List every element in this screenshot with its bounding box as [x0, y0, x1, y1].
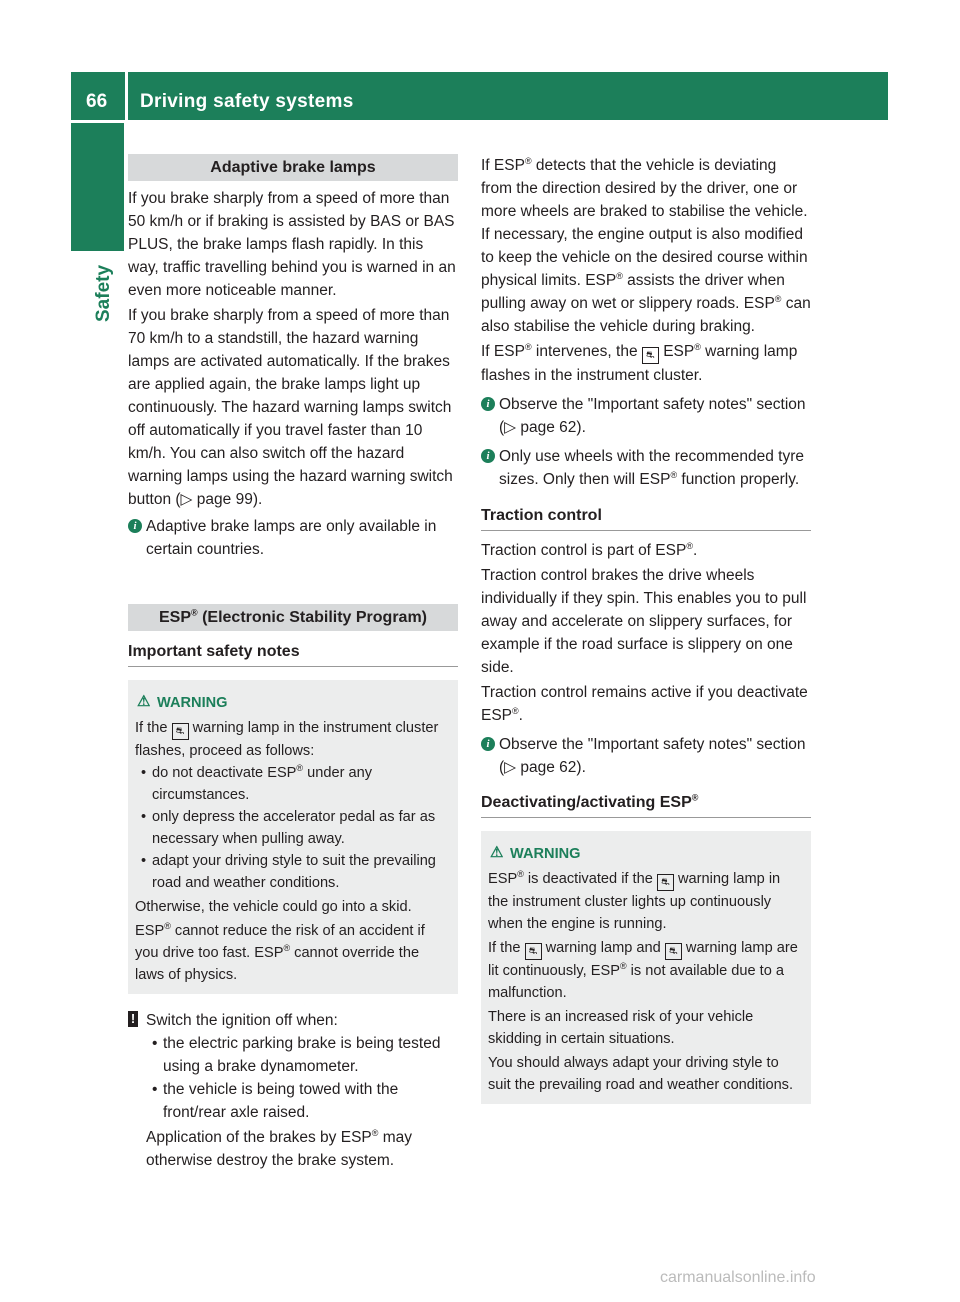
info-icon: i: [481, 449, 495, 463]
adaptive-paragraph-1: If you brake sharply from a speed of more than 50 km/h or if braking is assisted by BAS or BAS PLUS, the brake lamps flash rapidly. In this way, traffic travelling behind you is warned in an even more noticeable manner.: [128, 190, 456, 299]
warning-intro-b: warning lamp in the instrument cluster flashes, proceed as follows:: [135, 720, 439, 759]
adaptive-paragraph-2: If you brake sharply from a speed of more than 70 km/h to a standstill, the hazard warning lamps are activated automatically. If the brakes are applied again, the brake lamps light up continuously. The hazard warning lamps switch off automatically if you travel faster than 10 km/h. You can also switch off the hazard warning lamps using the hazard warning switch button (▷ page 99).: [128, 307, 453, 508]
esp-paragraph-2: [481, 340, 811, 387]
esp-paragraph-1: If ESP® detects that the vehicle is deviating from the direction desired by the driver, one or more wheels are braked to stabilise the vehicle. If necessary, the engine output is also modified to keep the vehicle on the desired course within physical limits. ESP® assists the driver when pulling away on wet or slippery roads. ESP® can also stabilise the vehicle during braking.: [481, 155, 811, 335]
esp-off-lamp-icon: ⛐: [665, 943, 682, 960]
warning-label: WARNING: [510, 846, 581, 862]
traction-paragraph-1: Traction control is part of ESP®.: [481, 540, 698, 559]
warning-text-3: There is an increased risk of your vehicle skidding in certain situations.: [488, 1009, 754, 1047]
deactivate-heading: Deactivating/activating ESP®: [481, 791, 811, 818]
left-column: [128, 154, 458, 1172]
esp-p2-a: If ESP® intervenes, the: [481, 341, 638, 360]
info-icon: i: [128, 519, 142, 533]
traction-paragraph-2: Traction control brakes the drive wheels individually if they spin. This enables you to pull away and accelerate on slippery surfaces, for example if the road surface is slippery on one side.: [481, 567, 807, 676]
warning-text-1a: ESP® is deactivated if the: [488, 869, 653, 887]
section-label: Safety: [93, 264, 114, 322]
warning-esp-limit: ESP® cannot reduce the risk of an accident if you drive too fast. ESP® cannot override the laws of physics.: [135, 921, 425, 983]
traction-paragraph-3: Traction control remains active if you deactivate ESP®.: [481, 684, 808, 724]
warning-text-1: [488, 868, 803, 935]
info-note-1: Observe the "Important safety notes" section (▷ page 62).: [499, 396, 806, 436]
warning-box: [128, 680, 458, 994]
warning-intro: [135, 717, 450, 762]
exclamation-icon: !: [128, 1011, 138, 1027]
caution-note: [128, 1009, 458, 1172]
traction-note: Observe the "Important safety notes" section (▷ page 62).: [499, 736, 806, 776]
warning-text-4: You should always adapt your driving style to suit the prevailing road and weather conditions.: [488, 1055, 794, 1093]
warning-triangle-icon: ⚠: [137, 693, 151, 710]
warning-text-2c: warning lamp are lit continuously, ESP® is not available due to a malfunction.: [488, 940, 798, 1001]
info-note: [481, 445, 811, 491]
warning-bullet: • adapt your driving style to suit the prevailing road and weather conditions.: [135, 850, 450, 894]
info-note: [481, 393, 811, 439]
warning-text-2a: If the: [488, 940, 521, 956]
warning-box: [481, 831, 811, 1104]
warning-header: [135, 692, 450, 714]
ignition-intro: Switch the ignition off when:: [146, 1012, 338, 1029]
right-column: [481, 154, 811, 1104]
header-divider: [125, 72, 128, 120]
warning-text-2b: warning lamp and: [545, 940, 661, 956]
ignition-bullet: • the vehicle is being towed with the front/rear axle raised.: [146, 1078, 458, 1124]
info-note-2: Only use wheels with the recommended tyre sizes. Only then will ESP® function properly.: [499, 448, 804, 488]
info-note: [128, 515, 458, 561]
warning-text-2: [488, 937, 803, 1004]
warning-text-1b: warning lamp in the instrument cluster lights up continuously when the engine is running.: [488, 871, 781, 932]
adaptive-note-text: Adaptive brake lamps are only available in certain countries.: [146, 518, 437, 558]
page-number: 66: [86, 91, 108, 112]
section-tab: [71, 123, 124, 251]
ignition-bullet: • the electric parking brake is being tested using a brake dynamometer.: [146, 1032, 458, 1078]
esp-warning-lamp-icon: ⛐: [642, 347, 659, 364]
warning-bullet: • only depress the accelerator pedal as far as necessary when pulling away.: [135, 806, 450, 850]
warning-intro-a: If the: [135, 720, 168, 736]
esp-off-lamp-icon: ⛐: [657, 874, 674, 891]
page-title: Driving safety systems: [140, 91, 354, 112]
esp-warning-lamp-icon: ⛐: [172, 723, 189, 740]
traction-heading: Traction control: [481, 504, 811, 531]
warning-bullet: • do not deactivate ESP® under any circumstances.: [135, 762, 450, 806]
warning-otherwise: Otherwise, the vehicle could go into a skid.: [135, 899, 412, 915]
warning-triangle-icon: ⚠: [490, 844, 504, 861]
esp-warning-lamp-icon: ⛐: [525, 943, 542, 960]
watermark: carmanualsonline.info: [660, 1269, 816, 1286]
info-note: [481, 733, 811, 779]
info-icon: i: [481, 397, 495, 411]
ignition-outro: Application of the brakes by ESP® may otherwise destroy the brake system.: [146, 1127, 412, 1169]
warning-label: WARNING: [157, 695, 228, 711]
esp-heading: ESP® (Electronic Stability Program): [128, 604, 458, 631]
warning-header: [488, 843, 803, 865]
adaptive-heading: Adaptive brake lamps: [128, 154, 458, 181]
esp-p2-b: ESP® warning lamp flashes in the instrument cluster.: [481, 341, 798, 384]
important-heading: Important safety notes: [128, 640, 458, 667]
info-icon: i: [481, 737, 495, 751]
